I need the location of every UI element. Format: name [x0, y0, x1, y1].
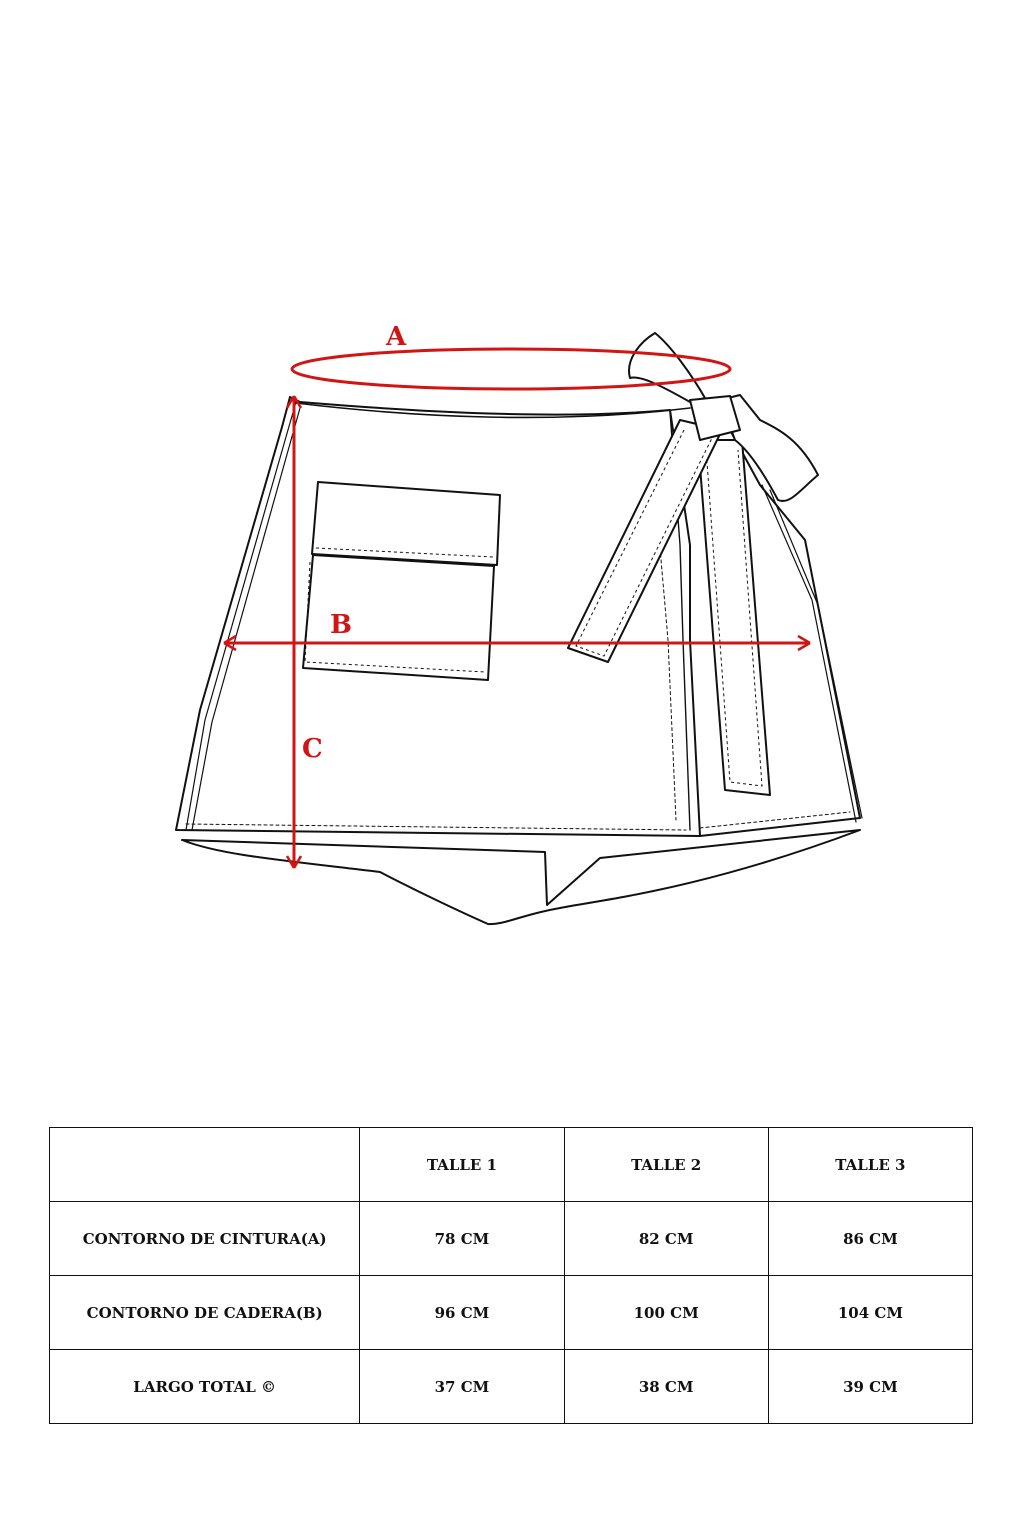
table-header-row	[50, 1128, 973, 1202]
size-table	[49, 1127, 973, 1424]
table-cell: 38 CM	[564, 1350, 768, 1424]
table-row	[50, 1350, 973, 1424]
row-label: LARGO TOTAL ©	[50, 1350, 360, 1424]
table-cell: 104 CM	[768, 1276, 972, 1350]
table-header-cell: TALLE 3	[768, 1128, 972, 1202]
label-c: C	[302, 734, 323, 764]
table-header-cell: TALLE 2	[564, 1128, 768, 1202]
tie-belt	[568, 333, 818, 795]
table-cell: 86 CM	[768, 1202, 972, 1276]
table-header-cell	[50, 1128, 360, 1202]
label-b: B	[330, 610, 352, 640]
table-cell: 37 CM	[360, 1350, 564, 1424]
row-label: CONTORNO DE CINTURA(A)	[50, 1202, 360, 1276]
table-cell: 100 CM	[564, 1276, 768, 1350]
label-a: A	[386, 322, 407, 352]
table-row	[50, 1202, 973, 1276]
pocket	[303, 482, 500, 680]
table-row	[50, 1276, 973, 1350]
table-cell: 39 CM	[768, 1350, 972, 1424]
table-cell: 78 CM	[360, 1202, 564, 1276]
table-cell: 96 CM	[360, 1276, 564, 1350]
table-cell: 82 CM	[564, 1202, 768, 1276]
table-header-cell: TALLE 1	[360, 1128, 564, 1202]
row-label: CONTORNO DE CADERA(B)	[50, 1276, 360, 1350]
